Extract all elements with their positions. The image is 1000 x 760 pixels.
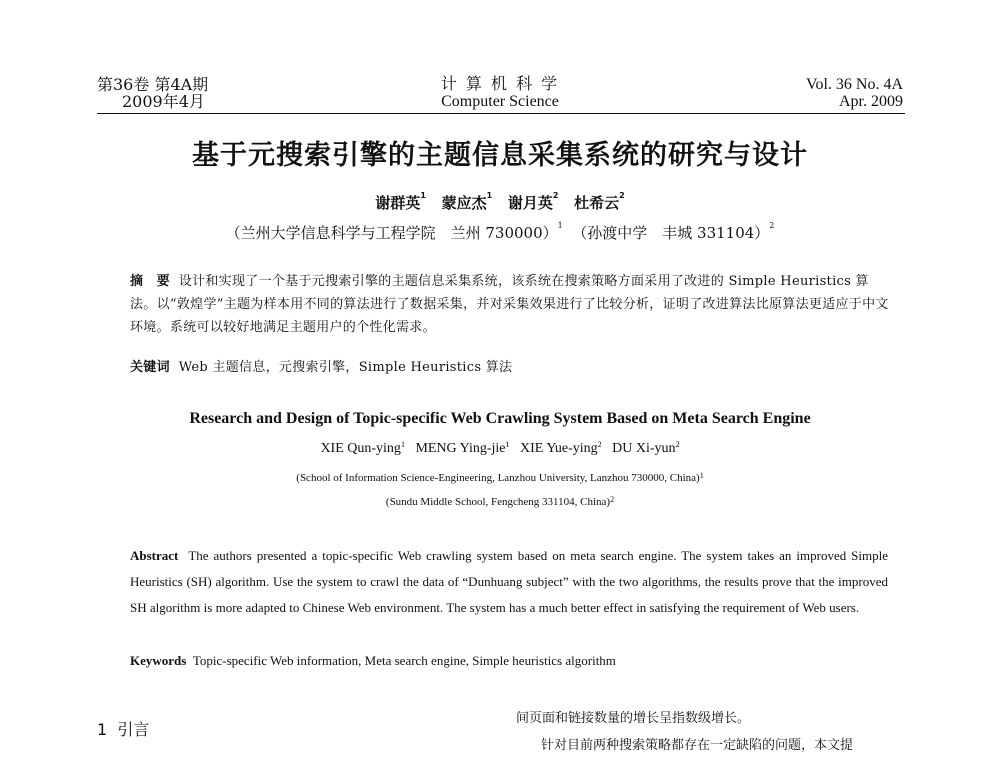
section-number: 1 xyxy=(97,720,108,739)
keywords-cn-text: Web 主题信息，元搜索引擎，Simple Heuristics 算法 xyxy=(178,360,513,375)
abstract-cn-label: 摘 要 xyxy=(130,274,170,289)
author-name: 谢月英 xyxy=(507,194,553,212)
author-affiliation-mark: 2 xyxy=(552,191,559,200)
affiliation-1: （兰州大学信息科学与工程学院 兰州 730000） xyxy=(225,224,558,242)
abstract-en-label: Abstract xyxy=(130,548,179,563)
author-name: DU Xi-yun xyxy=(612,441,676,456)
author-affiliation-mark: 2 xyxy=(675,440,680,449)
affiliation-en-2 xyxy=(0,496,1000,508)
author-affiliation-mark: 1 xyxy=(486,191,493,200)
authors-cn xyxy=(0,192,1000,213)
keywords-cn-label: 关键词 xyxy=(130,360,170,375)
author-name: XIE Yue-ying xyxy=(520,441,598,456)
keywords-en-text: Topic-specific Web information, Meta search engine, Simple heuristics algorithm xyxy=(192,653,616,668)
affiliation-en-1 xyxy=(0,472,1000,484)
affiliation-cn xyxy=(0,222,1000,243)
header-rule xyxy=(97,113,905,114)
abstract-cn-text: 设计和实现了一个基于元搜索引擎的主题信息采集系统，该系统在搜索策略方面采用了改进的 Simple Heuristics 算法。以“敦煌学”主题为样本用不同的算法进行了数据采集，并对采集效果进行了比较分析，证明了改进算法比原算法更适应于中文环境。系统可以较好地满足主题用户的个性化需求。 xyxy=(130,274,889,335)
author-name: 杜希云 xyxy=(574,194,620,212)
author-name: XIE Qun-ying xyxy=(320,441,401,456)
affiliation-1-text: (School of Information Science-Engineering, Lanzhou University, Lanzhou 730000, China) xyxy=(296,472,700,484)
keywords-cn xyxy=(130,356,890,379)
author-name: MENG Ying-jie xyxy=(415,441,506,456)
date-en: Apr. 2009 xyxy=(839,93,903,110)
volume-issue-en: Vol. 36 No. 4A xyxy=(805,76,903,93)
abstract-en xyxy=(130,543,888,621)
journal-name-cn: 计 算 机 科 学 xyxy=(440,74,560,93)
section-title: 引言 xyxy=(117,720,150,739)
abstract-cn xyxy=(130,270,890,339)
author-affiliation-mark: 1 xyxy=(420,191,426,200)
affiliation-mark: 1 xyxy=(557,221,563,230)
affiliation-2: （孙渡中学 丰城 331104） xyxy=(572,224,770,242)
affiliation-mark: 2 xyxy=(610,495,615,504)
affiliation-2-text: (Sundu Middle School, Fengcheng 331104, China) xyxy=(385,496,611,508)
author-name: 谢群英 xyxy=(375,194,421,212)
volume-issue-cn: 第36卷 第4A期 xyxy=(97,75,209,94)
journal-name-en: Computer Science xyxy=(441,93,559,110)
author-affiliation-mark: 2 xyxy=(597,440,602,449)
affiliation-mark: 1 xyxy=(699,471,704,480)
author-affiliation-mark: 2 xyxy=(619,191,625,200)
section-heading xyxy=(97,717,149,740)
author-affiliation-mark: 1 xyxy=(505,440,510,449)
body-text-line: 针对目前两种搜索策略都存在一定缺陷的问题，本文提 xyxy=(541,738,854,753)
abstract-en-text: The authors presented a topic-specific Web crawling system based on meta search engine. The system takes an improved Simple Heuristics (SH) algorithm. Use the system to crawl the data of “Dunhuang subject” with the two algorithms, the results prove that the improved SH algorithm is more adapted to Chinese Web environment. The system has a much better effect in satisfying the requirement of Web users. xyxy=(130,548,889,615)
affiliation-mark: 2 xyxy=(769,221,775,230)
body-text-line: 间页面和链接数量的增长呈指数级增长。 xyxy=(516,711,751,726)
date-cn: 2009年4月 xyxy=(122,92,205,111)
keywords-en-label: Keywords xyxy=(130,653,187,668)
paper-title-cn: 基于元搜索引擎的主题信息采集系统的研究与设计 xyxy=(192,140,808,171)
paper-title-en: Research and Design of Topic-specific Web Crawling System Based on Meta Search Engine xyxy=(189,410,811,427)
author-affiliation-mark: 1 xyxy=(400,440,405,449)
authors-en xyxy=(0,441,1000,457)
author-name: 蒙应杰 xyxy=(441,194,487,212)
keywords-en xyxy=(130,648,888,674)
